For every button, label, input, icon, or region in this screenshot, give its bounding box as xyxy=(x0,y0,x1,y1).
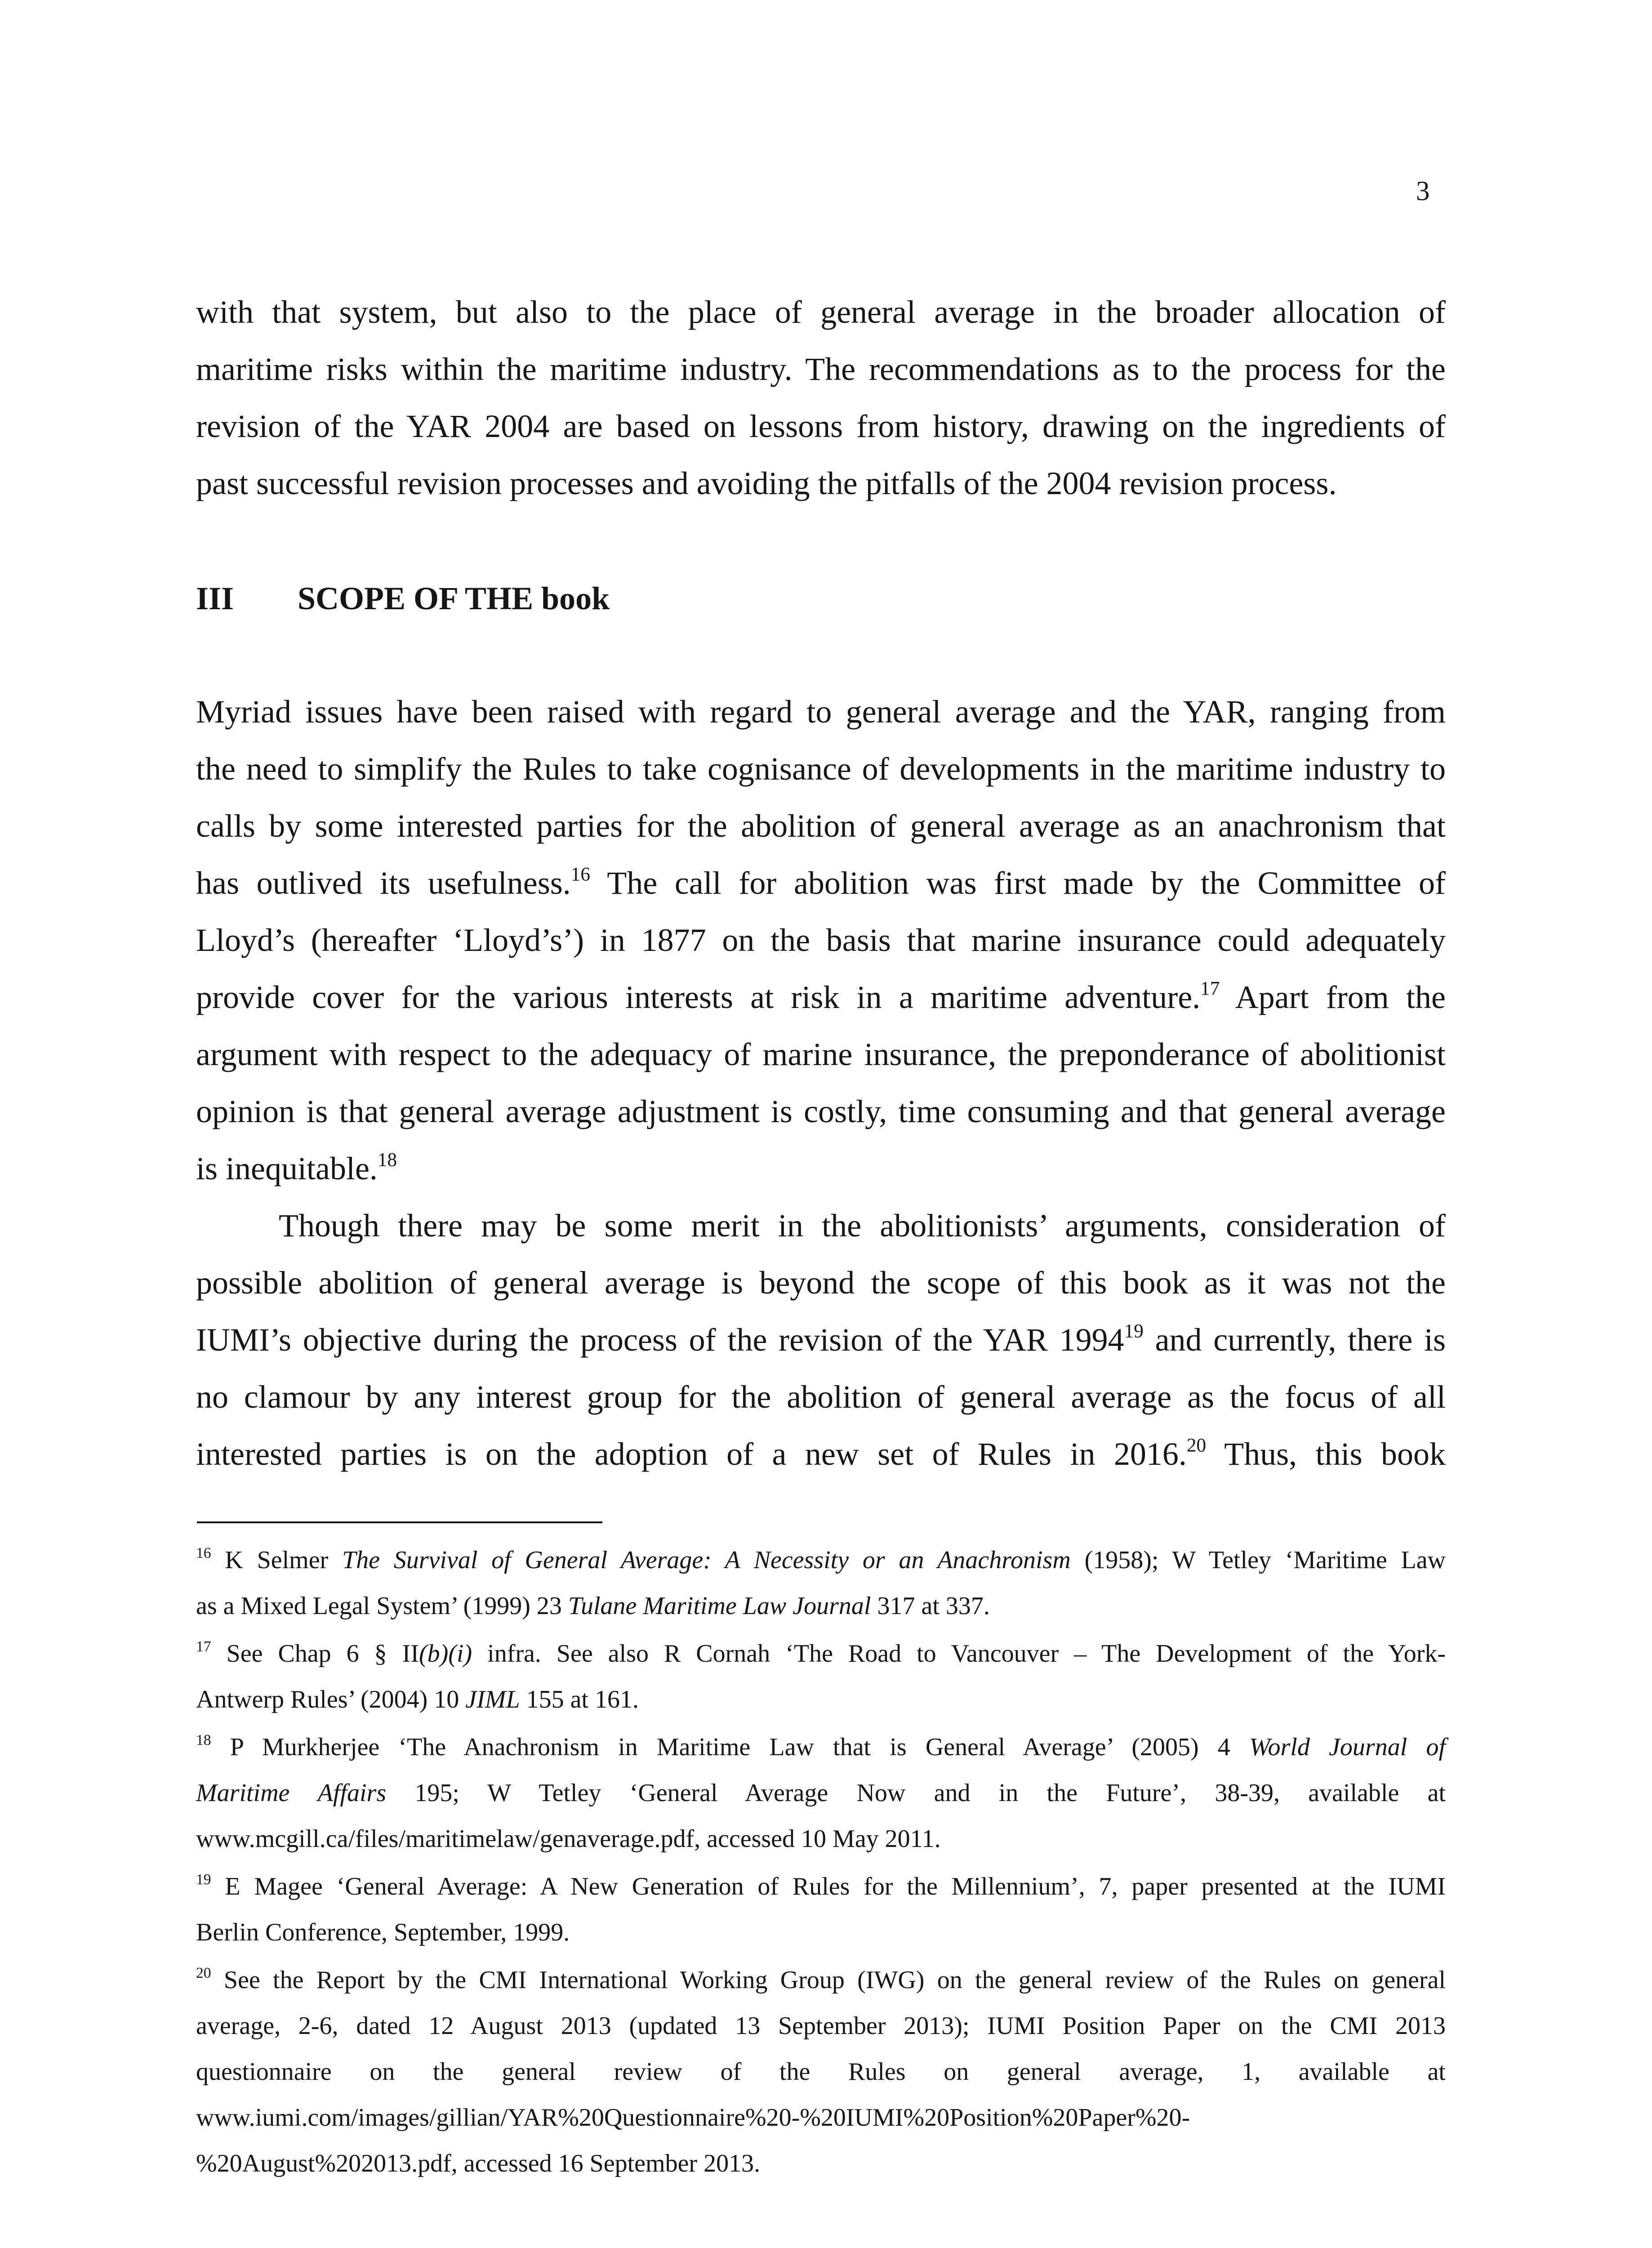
text-span: has outlived its usefulness. xyxy=(196,865,571,901)
section-title: SCOPE OF THE book xyxy=(298,580,610,616)
footnote-ref: 17 xyxy=(1200,978,1220,999)
footnote-line xyxy=(196,1638,1446,1668)
text-span: E Magee ‘General Average: A New Generation of Rules for the Millennium’, 7, paper presented at the IUMI xyxy=(211,1873,1446,1900)
text-span: 155 at 161. xyxy=(520,1686,639,1713)
text-line: past successful revision processes and avoiding the pitfalls of the 2004 revision process. xyxy=(196,465,1337,501)
italic-title: JIML xyxy=(465,1686,520,1713)
text-line xyxy=(196,864,1446,901)
text-line xyxy=(196,978,1446,1015)
footnote-line xyxy=(196,1780,1446,1806)
footnote-line xyxy=(196,1545,1446,1574)
footnote-number: 19 xyxy=(196,1871,211,1888)
text-line: maritime risks within the maritime industry. The recommendations as to the process for the xyxy=(196,351,1446,387)
text-span: 195; W Tetley ‘General Average Now and in the Future’, 38-39, available at xyxy=(386,1779,1446,1807)
text-span: 317 at 337. xyxy=(871,1592,990,1620)
footnote-ref: 16 xyxy=(570,864,590,885)
text-line: opinion is that general average adjustment is costly, time consuming and that general average xyxy=(196,1093,1446,1129)
footnote-line xyxy=(196,1967,1446,1993)
text-span: provide cover for the various interests at risk in a maritime adventure. xyxy=(196,979,1201,1015)
footnote-line xyxy=(196,1871,1446,1900)
footnote-line xyxy=(196,1732,1446,1761)
footnote-line: www.iumi.com/images/gillian/YAR%20Questionnaire%20-%20IUMI%20Position%20Paper%20- xyxy=(196,2104,1190,2132)
text-line: the need to simplify the Rules to take cognisance of developments in the maritime industry to xyxy=(196,751,1446,787)
text-line: Myriad issues have been raised with regard to general average and the YAR, ranging from xyxy=(196,694,1446,730)
text-span: (1958); W Tetley ‘Maritime Law xyxy=(1070,1546,1446,1574)
text-span: and currently, there is xyxy=(1143,1322,1446,1358)
text-line: argument with respect to the adequacy of marine insurance, the preponderance of abolitionist xyxy=(196,1036,1446,1072)
text-span: infra. See also R Cornah ‘The Road to Vancouver – The Development of the York- xyxy=(472,1640,1446,1668)
text-span: IUMI’s objective during the process of the revision of the YAR 1994 xyxy=(196,1322,1124,1358)
footnote-line: average, 2-6, dated 12 August 2013 (updated 13 September 2013); IUMI Position Paper on the CMI 2013 xyxy=(196,2012,1446,2040)
text-span: Apart from the xyxy=(1220,979,1446,1015)
text-line xyxy=(196,1149,1446,1186)
text-span: interested parties is on the adoption of a new set of Rules in 2016. xyxy=(196,1436,1187,1472)
footnote-line xyxy=(196,1593,1446,1619)
italic-title: Maritime Affairs xyxy=(196,1779,387,1807)
text-line: with that system, but also to the place of general average in the broader allocation of xyxy=(196,294,1446,330)
footnote-line: Berlin Conference, September, 1999. xyxy=(196,1918,570,1946)
text-line: Though there may be some merit in the abolitionists’ arguments, consideration of xyxy=(279,1208,1446,1244)
footnote-line: www.mcgill.ca/files/maritimelaw/genaverage.pdf, accessed 10 May 2011. xyxy=(196,1825,941,1853)
footnote-ref: 18 xyxy=(377,1149,397,1171)
italic-title: Tulane Maritime Law Journal xyxy=(568,1592,871,1620)
footnote-ref: 19 xyxy=(1124,1320,1144,1342)
footnote-ref: 20 xyxy=(1186,1435,1207,1456)
footnote-number: 20 xyxy=(196,1965,211,1982)
section-number: III xyxy=(196,580,234,616)
italic-title: (b)(i) xyxy=(419,1640,472,1668)
footnote-line xyxy=(196,1687,1446,1712)
text-span: is inequitable. xyxy=(196,1151,378,1186)
footnote-number: 17 xyxy=(196,1638,211,1655)
text-line xyxy=(196,1320,1446,1358)
footnote-separator xyxy=(197,1521,602,1523)
page-number: 3 xyxy=(1416,176,1430,206)
text-line: calls by some interested parties for the abolition of general average as an anachronism that xyxy=(196,808,1446,844)
footnote-number: 16 xyxy=(196,1545,211,1562)
text-span: The call for abolition was first made by the Committee of xyxy=(590,865,1446,901)
text-line: Lloyd’s (hereafter ‘Lloyd’s’) in 1877 on the basis that marine insurance could adequately xyxy=(196,922,1446,958)
text-span: K Selmer xyxy=(211,1546,342,1574)
text-line: revision of the YAR 2004 are based on lessons from history, drawing on the ingredients of xyxy=(196,408,1446,444)
text-span: as a Mixed Legal System’ (1999) 23 xyxy=(196,1592,568,1620)
footnote-line: %20August%202013.pdf, accessed 16 September 2013. xyxy=(196,2150,761,2177)
footnote-line: questionnaire on the general review of the Rules on general average, 1, available at xyxy=(196,2058,1446,2086)
text-line: possible abolition of general average is beyond the scope of this book as it was not the xyxy=(196,1265,1446,1301)
text-span: Antwerp Rules’ (2004) 10 xyxy=(196,1686,466,1713)
text-line xyxy=(196,1435,1446,1472)
footnote-number: 18 xyxy=(196,1732,211,1749)
italic-title: World Journal of xyxy=(1249,1733,1446,1761)
text-span: See Chap 6 § II xyxy=(211,1640,419,1668)
text-line: no clamour by any interest group for the abolition of general average as the focus of all xyxy=(196,1379,1446,1415)
text-span: Thus, this book xyxy=(1206,1436,1446,1472)
italic-title: The Survival of General Average: A Necessity or an Anachronism xyxy=(342,1546,1071,1574)
text-span: See the Report by the CMI International Working Group (IWG) on the general review of the Rules on general xyxy=(211,1966,1446,1994)
text-span: P Murkherjee ‘The Anachronism in Maritime Law that is General Average’ (2005) 4 xyxy=(211,1733,1249,1761)
